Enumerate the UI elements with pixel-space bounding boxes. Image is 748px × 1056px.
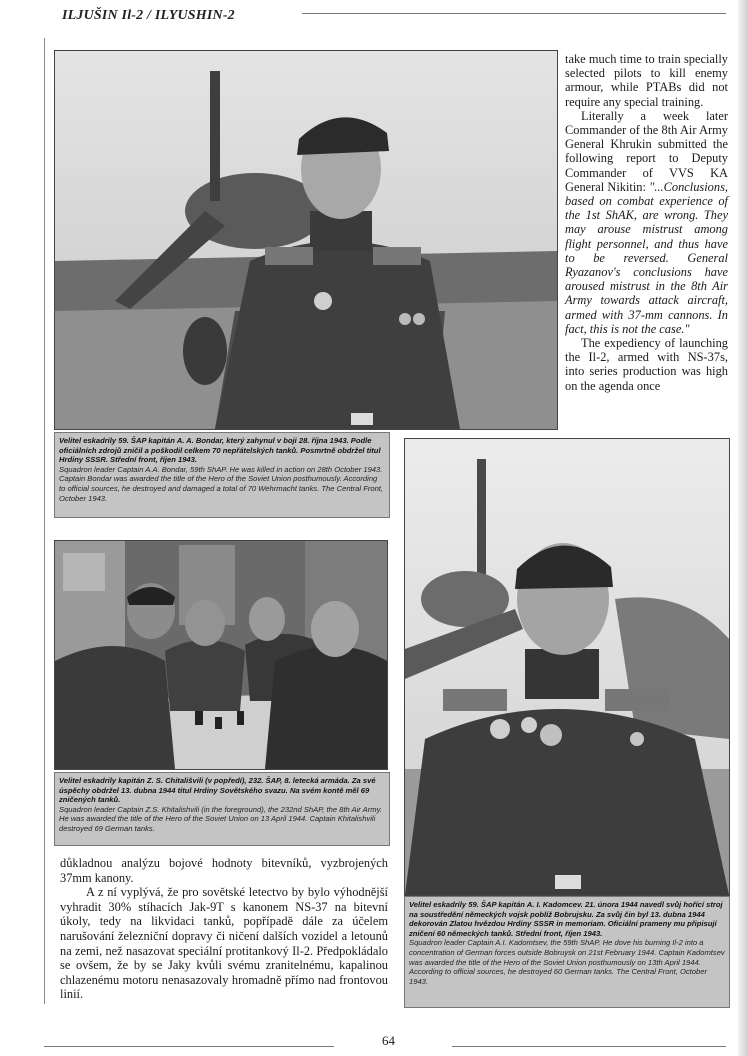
caption-bondar-czech: Velitel eskadrily 59. ŠAP kapitán A. A. Bondar, který zahynul v boji 28. října 1943. Podle oficiálních zdrojů zničil a poškodil celkem 70 nepřátelských tanků. Posmrtně obdržel titul Hrdiny SSSR. Střední front, říjen 1943. xyxy=(59,436,381,465)
bottom-body-text xyxy=(60,856,388,1002)
caption-kadomcev-czech: Velitel eskadrily 59. ŠAP kapitán A. I. Kadomcev. 21. února 1944 navedl svůj hořící stroj na soustředění německých vojsk poblíž Bobrujsku. Za svůj čin byl 13. dubna 1944 dekorován Zlatou hvězdou Hrdiny SSSR in memoriam. Oficiální prameny mu připisují zničení 60 německých tanků. Střední front, říjen 1943. xyxy=(409,900,723,938)
caption-kadomcev xyxy=(404,896,730,1008)
right-column-paragraph-1: take much time to train specially selected pilots to kill enemy armour, while PTABs did not require any special training. xyxy=(565,52,728,109)
header-rule xyxy=(302,13,726,14)
caption-bondar xyxy=(54,432,390,518)
report-quote: "...Conclusions, based on combat experience of the 1st ShAK, are wrong. They may arouse mistrust among flight personnel, and thus have to be reversed. General Ryazanov's conclusions have aroused mistrust in the 8th Air Army towards attack aircraft, armed with 37-mm cannons. In fact, this is not the case." xyxy=(565,179,728,336)
photo-chitalishvili-image xyxy=(55,541,387,769)
left-margin-rule xyxy=(44,38,45,1004)
photo-kadomcev-image xyxy=(405,439,729,895)
bottom-paragraph-2: A z ní vyplývá, že pro sovětské letectvo by bylo výhodnější vyhradit 30% stíhacích Jak-9T s kanonem NS-37 na bitevní úkoly, tedy na likvidaci tanků, popřípadě dále za účelem narušování železniční dopravy či ničení dalších vozidel a letounů na zemi, než nasazovat speciální protitankový Il-2. Předpokládalo se ovšem, že by se Jaky kvůli svému zranitelnému, kapalinou chlazenému motoru nenasazovaly hromadně přímo nad frontovou linií. xyxy=(60,885,388,1002)
caption-kadomcev-english: Squadron leader Captain A.I. Kadomtsev, the 59th ShAP. He dove his burning Il-2 into a concentration of German forces outside Bobruysk on 21st February 1944. Captain Kadomtsev was awarded the title of the Hero of the Soviet Union posthumously on 13th April 1944. According to official sources, he destroyed 60 German tanks. The Central Front, October 1943. xyxy=(409,938,725,986)
photo-kadomcev xyxy=(404,438,730,896)
right-column-paragraph-2 xyxy=(565,109,728,336)
bottom-paragraph-1: důkladnou analýzu bojové hodnoty bitevníků, vyzbrojených 37mm kanony. xyxy=(60,856,388,885)
footer-rule-left xyxy=(44,1046,334,1047)
right-column-paragraph-3: The expediency of launching the Il-2, armed with NS-37s, into series production was high on the agenda once xyxy=(565,336,728,393)
photo-bondar-image xyxy=(55,51,557,429)
page-number: 64 xyxy=(382,1033,395,1048)
footer-rule-right xyxy=(452,1046,726,1047)
caption-chitalishvili xyxy=(54,772,390,846)
caption-chitalishvili-czech: Velitel eskadrily kapitán Z. S. Chitališvili (v popředí), 232. ŠAP, 8. letecká armáda. Za své úspěchy obdržel 13. dubna 1944 titul Hrdiny Sovětského svazu. Na svém kontě měl 69 zničených tanků. xyxy=(59,776,376,805)
running-header: ILJUŠIN Il-2 / ILYUSHIN-2 xyxy=(62,8,235,23)
photo-chitalishvili xyxy=(54,540,388,770)
report-intro: Literally a week later Commander of the 8th Air Army General Khrukin submitted the following report to Deputy Commander of VVS KA General Nikitin: xyxy=(565,108,728,194)
photo-bondar xyxy=(54,50,558,430)
right-column-text xyxy=(565,52,728,393)
caption-bondar-english: Squadron leader Captain A.A. Bondar, 59th ShAP. He was killed in action on 28th October 1943. Captain Bondar was awarded the title of the Hero of the Soviet Union posthumously. According to official sources, he destroyed and damaged a total of 70 Wehrmacht tanks. The Central Front, October 1943. xyxy=(59,464,384,503)
caption-chitalishvili-english: Squadron leader Captain Z.S. Khitalishvili (in the foreground), the 232nd ShAP, the 8th Air Army. He was awarded the title of the Hero of the Soviet Union on 13 April 1944. Captain Khitalishvili destroyed 69 German tanks. xyxy=(59,804,382,833)
page-edge-shadow xyxy=(738,0,748,1056)
